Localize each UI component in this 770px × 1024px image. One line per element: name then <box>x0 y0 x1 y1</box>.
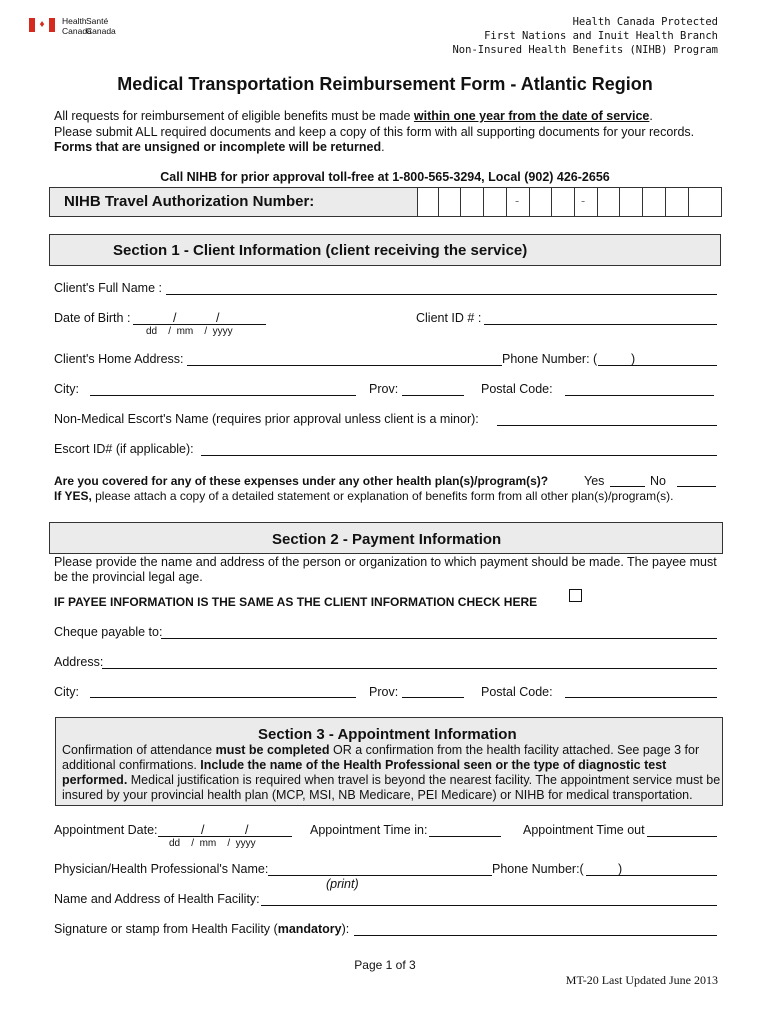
appt-slash-2: / <box>245 823 249 837</box>
auth-digit-cell[interactable] <box>597 188 598 216</box>
intro-line-1-end: . <box>649 109 653 123</box>
s3-d1-c: OR a confirmation from the health facility attached. See page 3 for <box>329 743 700 757</box>
dob-slash-2: / <box>216 311 220 325</box>
auth-digit-cell[interactable] <box>642 188 643 216</box>
form-id: MT-20 Last Updated June 2013 <box>565 973 718 987</box>
auth-digit-cell[interactable] <box>460 188 461 216</box>
auth-digit-cell[interactable] <box>688 188 689 216</box>
auth-digit-cell[interactable] <box>574 188 575 216</box>
escort-id-label: Escort ID# (if applicable): <box>54 442 194 456</box>
if-yes-instruction <box>54 489 673 503</box>
cheque-payable-label: Cheque payable to: <box>54 625 163 639</box>
dob-slash-1: / <box>173 311 177 325</box>
if-yes-text: please attach a copy of a detailed statement or explanation of benefits form from all other plan(s)/program(s). <box>91 489 674 503</box>
client-full-name-field[interactable] <box>166 294 717 295</box>
if-yes-label: If YES, <box>54 489 92 503</box>
escort-name-label: Non-Medical Escort's Name (requires prior approval unless client is a minor): <box>54 412 479 426</box>
client-full-name-label: Client's Full Name : <box>54 281 162 295</box>
section-3-desc-line-4: insured by your provincial health plan (MCP, MSI, NB Medicare, PEI Medicare) or NIHB for medical transportation. <box>62 788 693 802</box>
sig-label-a: Signature or stamp from Health Facility ( <box>54 922 278 936</box>
intro-line-2: Please submit ALL required documents and keep a copy of this form with all supporting documents for your records. <box>54 125 695 139</box>
appointment-time-out-field[interactable] <box>647 836 717 837</box>
intro-line-1-text: All requests for reimbursement of eligible benefits must be made <box>54 109 414 123</box>
coverage-no-label: No <box>650 474 666 488</box>
section-3-desc-line-2 <box>62 758 666 772</box>
client-city-field[interactable] <box>90 395 356 396</box>
payment-desc-line-1: Please provide the name and address of the person or organization to which payment should be made. The payee must <box>54 555 717 569</box>
auth-number-label: NIHB Travel Authorization Number: <box>64 193 315 210</box>
appointment-time-out-label: Appointment Time out <box>523 823 645 837</box>
escort-name-field[interactable] <box>497 425 717 426</box>
auth-digit-cell[interactable] <box>551 188 552 216</box>
client-postal-label: Postal Code: <box>481 382 553 396</box>
facility-signature-label <box>54 922 349 936</box>
physician-phone-field[interactable] <box>586 875 717 876</box>
program-label: Non-Insured Health Benefits (NIHB) Program <box>452 44 718 56</box>
appt-slash-1: / <box>201 823 205 837</box>
other-coverage-question: Are you covered for any of these expenses under any other health plan(s)/program(s)? <box>54 474 549 488</box>
client-phone-field[interactable] <box>598 365 717 366</box>
canada-flag-logo <box>29 18 55 32</box>
payee-prov-label: Prov: <box>369 685 399 699</box>
home-address-field[interactable] <box>187 365 502 366</box>
appointment-date-label: Appointment Date: <box>54 823 158 837</box>
page-title: Medical Transportation Reimbursement Form - Atlantic Region <box>117 74 653 94</box>
auth-digit-cell[interactable] <box>619 188 620 216</box>
home-address-label: Client's Home Address: <box>54 352 184 366</box>
intro-line-3-end: . <box>381 140 385 154</box>
maple-leaf-icon: ♦ <box>39 19 45 30</box>
health-facility-field[interactable] <box>261 905 717 906</box>
client-phone-label: Phone Number: ( <box>502 352 598 366</box>
payee-city-label: City: <box>54 685 79 699</box>
client-id-field[interactable] <box>484 324 717 325</box>
auth-digit-cell[interactable] <box>529 188 530 216</box>
physician-name-field[interactable] <box>268 875 492 876</box>
payee-address-field[interactable] <box>102 668 717 669</box>
coverage-yes-field[interactable] <box>610 486 645 487</box>
cheque-payable-field[interactable] <box>161 638 717 639</box>
health-facility-label: Name and Address of Health Facility: <box>54 892 260 906</box>
s3-d1-b: must be completed <box>215 743 330 757</box>
section-2-title: Section 2 - Payment Information <box>272 531 502 548</box>
section-3-desc-line-1 <box>62 743 699 757</box>
intro-deadline-text: within one year from the date of service <box>413 109 650 123</box>
appointment-time-in-label: Appointment Time in: <box>310 823 428 837</box>
facility-signature-field[interactable] <box>354 935 717 936</box>
appointment-time-in-field[interactable] <box>429 836 501 837</box>
date-of-birth-field[interactable] <box>133 324 266 325</box>
payee-postal-field[interactable] <box>565 697 717 698</box>
auth-digit-cell[interactable] <box>483 188 484 216</box>
section-3-title: Section 3 - Appointment Information <box>258 726 517 743</box>
sig-label-c: ): <box>341 922 350 936</box>
dept-name-fr-line1: Santé <box>86 16 109 26</box>
payee-same-checkbox[interactable] <box>569 589 582 602</box>
coverage-no-field[interactable] <box>677 486 716 487</box>
coverage-yes-label: Yes <box>584 474 605 488</box>
physician-phone-paren: ) <box>618 862 623 876</box>
section-3-desc-line-3 <box>62 773 720 787</box>
auth-digit-cell[interactable] <box>438 188 439 216</box>
dept-name-en-line1: Health <box>62 16 87 26</box>
section-1-title: Section 1 - Client Information (client receiving the service) <box>113 242 528 259</box>
client-phone-paren: ) <box>631 352 636 366</box>
client-postal-field[interactable] <box>565 395 714 396</box>
client-city-label: City: <box>54 382 79 396</box>
physician-name-label: Physician/Health Professional's Name: <box>54 862 269 876</box>
payee-postal-label: Postal Code: <box>481 685 553 699</box>
s3-d2-b: Include the name of the Health Professional seen or the type of diagnostic test <box>200 758 667 772</box>
print-hint: (print) <box>326 877 359 891</box>
client-prov-field[interactable] <box>402 395 464 396</box>
date-of-birth-label: Date of Birth : <box>54 311 131 325</box>
payee-same-label: IF PAYEE INFORMATION IS THE SAME AS THE CLIENT INFORMATION CHECK HERE <box>54 595 538 609</box>
auth-digit-cell[interactable] <box>506 188 507 216</box>
call-nihb-line: Call NIHB for prior approval toll-free at 1-800-565-3294, Local (902) 426-2656 <box>160 170 610 184</box>
auth-digit-cell[interactable] <box>665 188 666 216</box>
auth-separator-1: - <box>515 194 520 208</box>
protected-label: Health Canada Protected <box>572 16 718 28</box>
intro-line-3 <box>54 140 385 154</box>
s3-d1-a: Confirmation of attendance <box>62 743 216 757</box>
payment-desc-line-2: be the provincial legal age. <box>54 570 203 584</box>
appt-date-format-hint: dd / mm / yyyy <box>169 838 256 849</box>
page-number: Page 1 of 3 <box>354 958 416 972</box>
client-id-label: Client ID # : <box>416 311 482 325</box>
appointment-date-field[interactable] <box>158 836 292 837</box>
sig-label-mandatory: mandatory <box>277 922 342 936</box>
payee-city-field[interactable] <box>90 697 356 698</box>
client-prov-label: Prov: <box>369 382 399 396</box>
intro-warning-text: Forms that are unsigned or incomplete will be returned <box>54 140 382 154</box>
escort-id-field[interactable] <box>201 455 717 456</box>
payee-address-label: Address: <box>54 655 104 669</box>
branch-label: First Nations and Inuit Health Branch <box>484 30 718 42</box>
auth-separator-2: - <box>581 194 586 208</box>
physician-phone-label: Phone Number:( <box>492 862 584 876</box>
s3-d3-a: performed. <box>62 773 128 787</box>
dept-name-fr-line2: Canada <box>86 26 116 36</box>
dept-name-en-line2: Canada <box>62 26 92 36</box>
dob-format-hint: dd / mm / yyyy <box>146 326 233 337</box>
s3-d2-a: additional confirmations. <box>62 758 201 772</box>
payee-prov-field[interactable] <box>402 697 464 698</box>
s3-d3-b: Medical justification is required when travel is beyond the nearest facility. The appointment service must be <box>127 773 721 787</box>
intro-line-1 <box>54 109 653 123</box>
